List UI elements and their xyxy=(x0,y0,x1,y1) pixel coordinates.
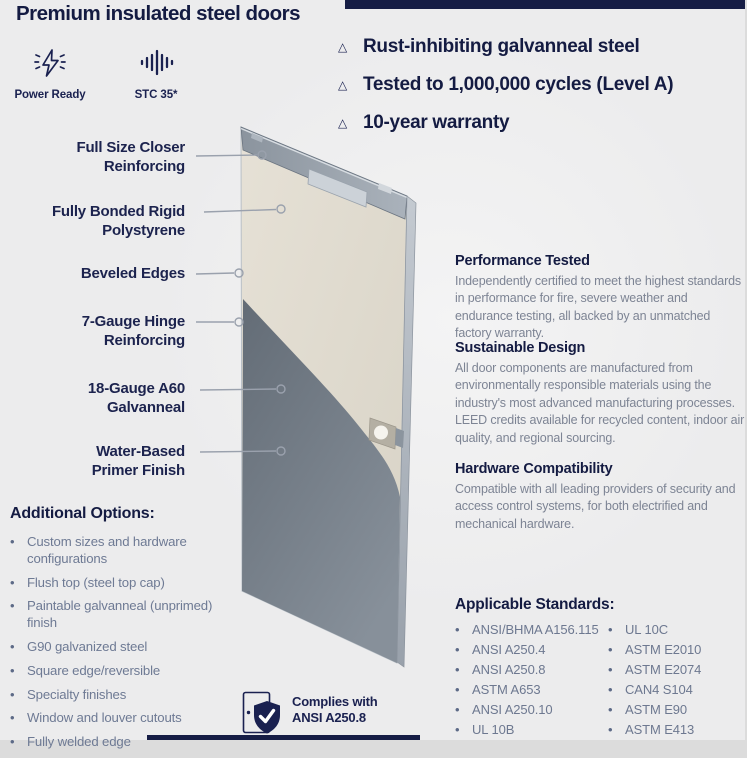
option-text: Fully welded edge xyxy=(27,734,131,750)
option-item xyxy=(10,534,225,568)
option-text: Window and louver cutouts xyxy=(27,710,182,726)
option-text: Paintable galvanneal (unprimed) finish xyxy=(27,598,213,631)
callout-beveled-edges xyxy=(0,265,185,284)
standard-text: ASTM E2074 xyxy=(625,662,702,677)
dot-bullet-icon: • xyxy=(10,734,15,750)
option-item xyxy=(10,663,225,680)
callout-line: 18-Gauge A60 xyxy=(87,380,185,397)
triangle-bullet-icon: △ xyxy=(338,40,347,54)
stc-label: STC 35* xyxy=(134,89,178,101)
option-text: Flush top (steel top cap) xyxy=(27,574,165,590)
key-feature-text: Tested to 1,000,000 cycles (Level A) xyxy=(363,74,674,95)
option-text: Square edge/reversible xyxy=(27,662,161,678)
performance-tested-body: Independently certified to meet the highest standards in performance for fire, severe weather and endurance testing, all backed by an unmatched factory warranty. xyxy=(455,274,741,341)
dot-bullet-icon: • xyxy=(608,722,613,737)
leader-beveled-edges xyxy=(196,269,243,277)
option-text: G90 galvanized steel xyxy=(27,638,148,654)
callout-polystyrene xyxy=(0,203,185,240)
standard-item xyxy=(608,640,701,660)
performance-tested-heading: Performance Tested xyxy=(455,253,590,269)
callout-line: Reinforcing xyxy=(103,331,185,349)
standard-text: ANSI/BHMA A156.115 xyxy=(472,622,599,637)
key-feature-text: 10-year warranty xyxy=(363,112,510,133)
standard-item xyxy=(608,680,701,700)
option-item xyxy=(10,575,225,592)
dot-bullet-icon: • xyxy=(455,642,460,657)
hardware-compatibility-heading: Hardware Compatibility xyxy=(455,461,613,477)
standard-item xyxy=(608,620,701,640)
sustainable-design-body: All door components are manufactured from environmentally responsible materials using the industry's most advanced manufacturing processes. LEED credits available for recycled content, indoor air quality, and regional sourcing. xyxy=(455,361,745,445)
standard-text: ANSI A250.4 xyxy=(472,642,546,657)
callout-line: Water-Based xyxy=(96,443,185,460)
standard-text: ANSI A250.8 xyxy=(472,662,546,677)
callout-hinge-reinforcing xyxy=(0,313,185,350)
standard-text: ASTM E413 xyxy=(625,722,695,737)
standard-text: UL 10B xyxy=(472,722,515,737)
additional-options-list xyxy=(10,534,225,758)
compliance-text xyxy=(292,694,378,726)
callout-line: Galvanneal xyxy=(106,398,185,416)
callout-line: Reinforcing xyxy=(103,157,185,175)
option-item xyxy=(10,710,225,727)
dot-bullet-icon: • xyxy=(455,722,460,737)
compliance-line1: Complies with xyxy=(292,694,378,709)
standard-text: UL 10C xyxy=(625,622,668,637)
dot-bullet-icon: • xyxy=(10,710,15,726)
standard-item xyxy=(455,720,599,740)
dot-bullet-icon: • xyxy=(455,622,460,637)
dot-bullet-icon: • xyxy=(10,686,15,702)
shield-check-icon xyxy=(254,701,280,734)
leader-hinge xyxy=(196,318,243,326)
triangle-bullet-icon: △ xyxy=(338,78,347,92)
standards-column-2 xyxy=(608,620,701,740)
standard-item xyxy=(608,660,701,680)
standard-text: CAN4 S104 xyxy=(625,682,693,697)
standards-column-1 xyxy=(455,620,599,740)
dot-bullet-icon: • xyxy=(455,702,460,717)
dot-bullet-icon: • xyxy=(608,662,613,677)
standard-text: ASTM E2010 xyxy=(625,642,702,657)
door-knob-dot xyxy=(247,711,250,714)
dot-bullet-icon: • xyxy=(10,662,15,678)
callout-primer-finish xyxy=(0,443,185,480)
dot-bullet-icon: • xyxy=(10,534,15,549)
dot-bullet-icon: • xyxy=(608,702,613,717)
applicable-standards-heading: Applicable Standards: xyxy=(455,596,615,613)
option-text: Specialty finishes xyxy=(27,686,127,702)
triangle-bullet-icon: △ xyxy=(338,116,347,130)
standard-text: ASTM E90 xyxy=(625,702,688,717)
callout-line: Fully Bonded Rigid xyxy=(51,203,185,220)
option-item xyxy=(10,687,225,704)
power-ready-label: Power Ready xyxy=(14,89,86,101)
callout-line: Beveled Edges xyxy=(80,265,185,282)
additional-options-heading: Additional Options: xyxy=(10,505,155,522)
standard-item xyxy=(455,680,599,700)
standard-item xyxy=(608,720,701,740)
key-feature-text: Rust-inhibiting galvanneal steel xyxy=(363,36,640,57)
option-item xyxy=(10,598,225,632)
compliance-badge-icon xyxy=(240,688,288,736)
callout-line: 7-Gauge Hinge xyxy=(81,313,185,330)
dot-bullet-icon: • xyxy=(10,598,15,614)
option-text: Custom sizes and hardware configurations xyxy=(27,534,187,566)
dot-bullet-icon: • xyxy=(608,682,613,697)
standard-text: ANSI A250.10 xyxy=(472,702,553,717)
callout-galvanneal xyxy=(0,380,185,417)
dot-bullet-icon: • xyxy=(455,682,460,697)
dot-bullet-icon: • xyxy=(608,642,613,657)
standard-item xyxy=(455,640,599,660)
standard-item xyxy=(608,700,701,720)
option-item xyxy=(10,639,225,656)
sustainable-design-heading: Sustainable Design xyxy=(455,340,586,356)
page-title: Premium insulated steel doors xyxy=(16,2,300,25)
option-item xyxy=(10,734,225,751)
standard-item xyxy=(455,620,599,640)
dot-bullet-icon: • xyxy=(10,574,15,590)
dot-bullet-icon: • xyxy=(608,622,613,637)
callout-line: Primer Finish xyxy=(91,461,185,479)
callout-line: Polystyrene xyxy=(102,221,185,239)
dot-bullet-icon: • xyxy=(455,662,460,677)
standard-text: ASTM A653 xyxy=(472,682,541,697)
callout-closer-reinforcing xyxy=(0,139,185,176)
callout-line: Full Size Closer xyxy=(76,139,185,156)
standard-item xyxy=(455,700,599,720)
hardware-compatibility-body: Compatible with all leading providers of security and access control systems, for both electrified and mechanical hardware. xyxy=(455,482,736,531)
standard-item xyxy=(455,660,599,680)
dot-bullet-icon: • xyxy=(10,638,15,654)
compliance-line2: ANSI A250.8 xyxy=(292,710,366,725)
